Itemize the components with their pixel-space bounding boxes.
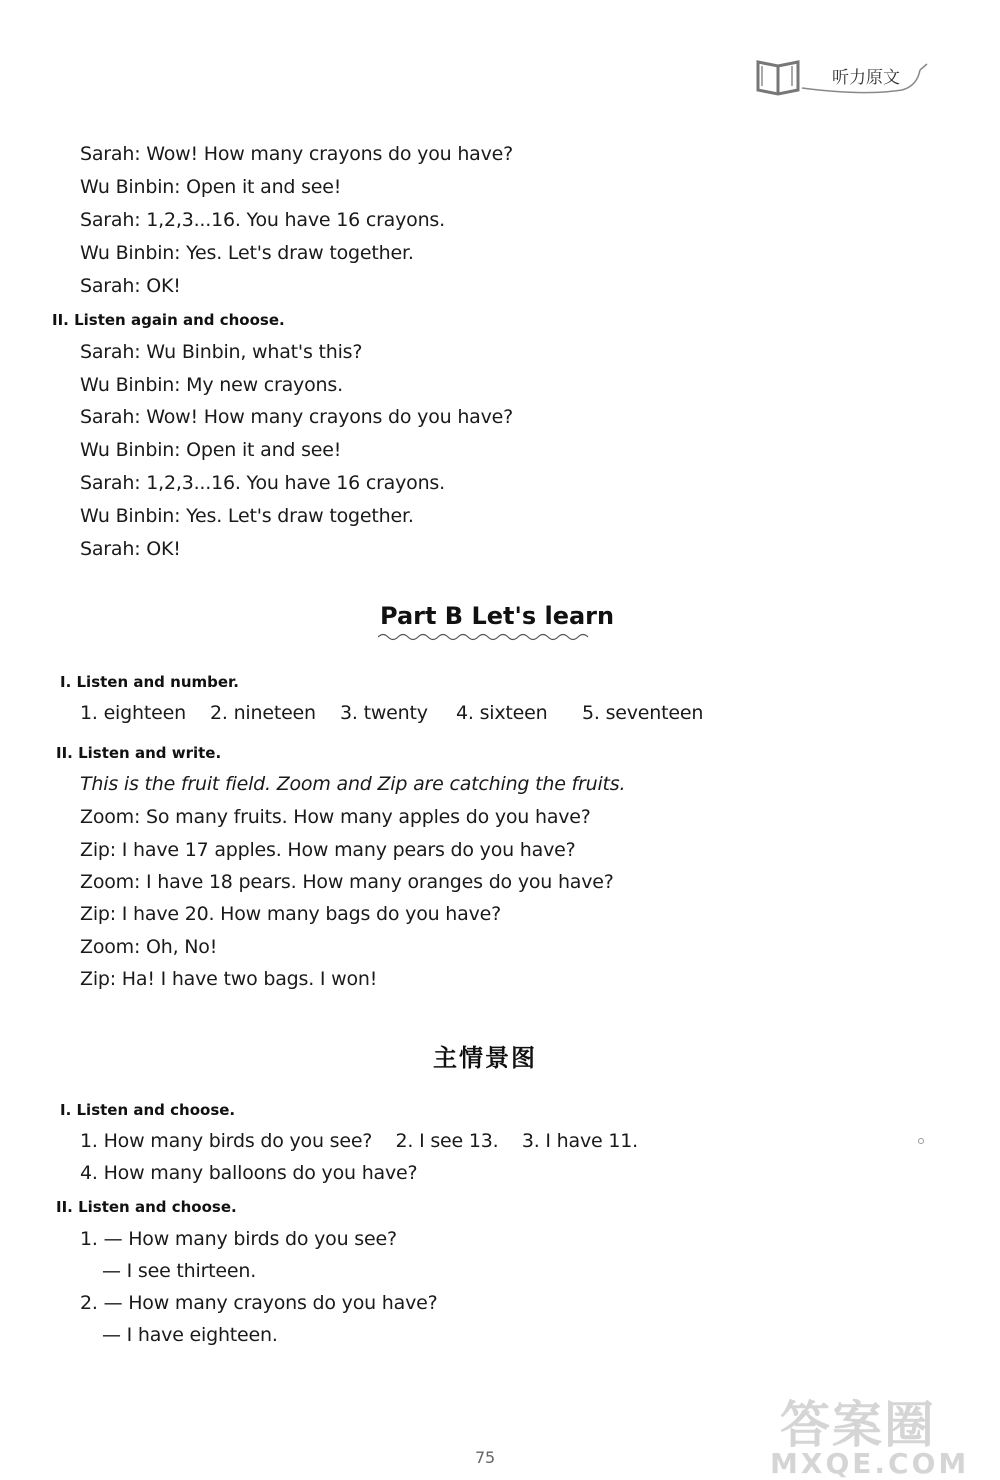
dialogue-line: 1. — How many birds do you see? [80, 1228, 397, 1250]
dialogue-line: Zip: Ha! I have two bags. I won! [80, 968, 378, 990]
section-title: II. Listen and write. [56, 744, 222, 762]
wavy-underline [378, 632, 592, 642]
number-item: 4. sixteen [456, 702, 548, 724]
dialogue-line: Zoom: Oh, No! [80, 936, 218, 958]
choose-line: 1. How many birds do you see? 2. I see 13. 3. I have 11. [80, 1130, 638, 1152]
section-title: II. Listen again and choose. [52, 311, 285, 329]
header-title: 听力原文 [832, 68, 900, 88]
dialogue-line: Zip: I have 17 apples. How many pears do you have? [80, 839, 576, 861]
part-b-heading: Part B Let's learn [380, 602, 615, 630]
dialogue-line: 2. — How many crayons do you have? [80, 1292, 438, 1314]
page-number: 75 [475, 1448, 495, 1467]
dialogue-line: Wu Binbin: Yes. Let's draw together. [80, 242, 414, 264]
section-title: I. Listen and number. [60, 673, 239, 691]
dialogue-line: Wu Binbin: Open it and see! [80, 439, 342, 461]
dialogue-line: Zoom: I have 18 pears. How many oranges do you have? [80, 871, 614, 893]
dialogue-line: Sarah: Wow! How many crayons do you have? [80, 406, 514, 428]
number-item: 3. twenty [340, 702, 428, 724]
section-title: II. Listen and choose. [56, 1198, 237, 1216]
stray-mark [918, 1138, 924, 1144]
dialogue-line: Sarah: Wow! How many crayons do you have? [80, 143, 514, 165]
dialogue-line: Sarah: 1,2,3...16. You have 16 crayons. [80, 472, 445, 494]
dialogue-line: Sarah: 1,2,3...16. You have 16 crayons. [80, 209, 445, 231]
dialogue-line: Zip: I have 20. How many bags do you have? [80, 903, 502, 925]
watermark-logo [770, 1385, 995, 1480]
number-item: 1. eighteen [80, 702, 186, 724]
dialogue-line: Sarah: OK! [80, 538, 181, 560]
watermark-en: MXQE.COM [770, 1447, 970, 1480]
dialogue-line: Sarah: OK! [80, 275, 181, 297]
dialogue-line: Wu Binbin: Open it and see! [80, 176, 342, 198]
choose-line: 4. How many balloons do you have? [80, 1162, 418, 1184]
section-title: I. Listen and choose. [60, 1101, 236, 1119]
dialogue-line: — I have eighteen. [102, 1324, 278, 1346]
main-scene-heading: 主情景图 [433, 1044, 537, 1072]
intro-line: This is the fruit field. Zoom and Zip are catching the fruits. [80, 773, 626, 795]
dialogue-line: Zoom: So many fruits. How many apples do you have? [80, 806, 591, 828]
number-item: 2. nineteen [210, 702, 316, 724]
watermark-cn: 答案圈 [780, 1396, 936, 1454]
dialogue-line: Wu Binbin: My new crayons. [80, 374, 343, 396]
number-item: 5. seventeen [582, 702, 704, 724]
dialogue-line: Sarah: Wu Binbin, what's this? [80, 341, 363, 363]
dialogue-line: Wu Binbin: Yes. Let's draw together. [80, 505, 414, 527]
page-header [752, 50, 942, 110]
dialogue-line: — I see thirteen. [102, 1260, 257, 1282]
